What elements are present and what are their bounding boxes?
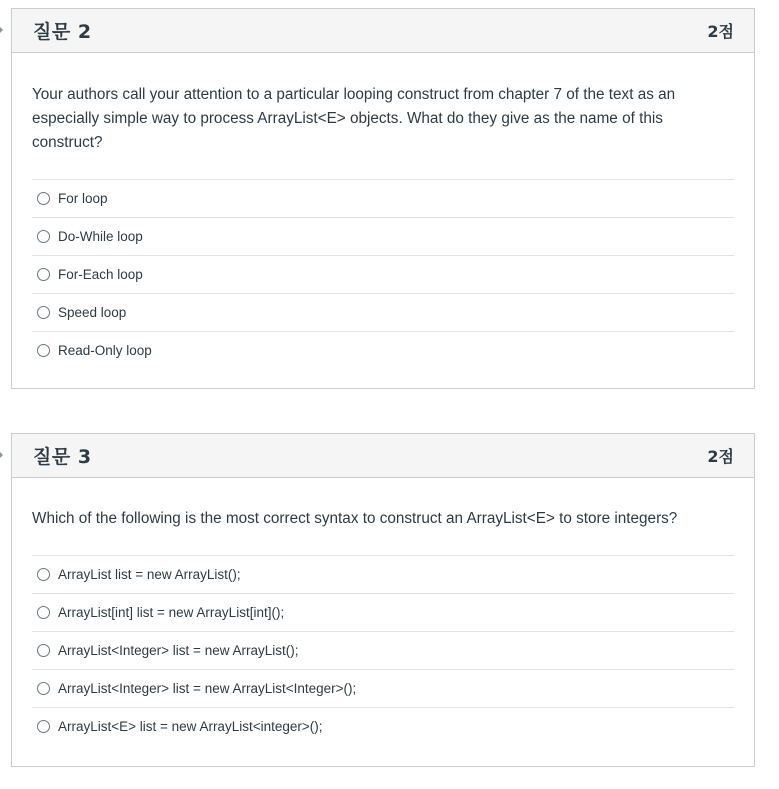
question-header: [12, 434, 754, 478]
question-body: [12, 478, 754, 745]
radio-button-icon[interactable]: [37, 192, 50, 205]
answer-option[interactable]: [32, 331, 734, 369]
answer-label[interactable]: ArrayList<E> list = new ArrayList<integer>();: [58, 719, 323, 734]
answer-list: [32, 179, 734, 369]
answer-label[interactable]: ArrayList[int] list = new ArrayList[int]();: [58, 605, 285, 620]
question-title: 질문 2: [33, 21, 92, 43]
answer-option[interactable]: [32, 593, 734, 631]
question-expand-arrow-icon: [0, 27, 3, 33]
answer-option[interactable]: [32, 669, 734, 707]
radio-button-icon[interactable]: [37, 344, 50, 357]
answer-option[interactable]: [32, 293, 734, 331]
answer-option[interactable]: [32, 707, 734, 745]
radio-button-icon[interactable]: [37, 720, 50, 733]
question-expand-arrow-icon: [0, 452, 3, 458]
radio-button-icon[interactable]: [37, 568, 50, 581]
question-points: 2점: [707, 22, 734, 41]
question-card: [11, 433, 755, 767]
radio-button-icon[interactable]: [37, 606, 50, 619]
answer-label[interactable]: ArrayList<Integer> list = new ArrayList();: [58, 643, 299, 658]
answer-option[interactable]: [32, 179, 734, 217]
answer-label[interactable]: For-Each loop: [58, 267, 143, 282]
question-card: [11, 8, 755, 389]
radio-button-icon[interactable]: [37, 306, 50, 319]
question-body: [12, 53, 754, 369]
answer-option[interactable]: [32, 217, 734, 255]
answer-label[interactable]: For loop: [58, 191, 108, 206]
radio-button-icon[interactable]: [37, 644, 50, 657]
answer-label[interactable]: Speed loop: [58, 305, 127, 320]
question-title: 질문 3: [33, 446, 92, 468]
answer-option[interactable]: [32, 255, 734, 293]
answer-option[interactable]: [32, 555, 734, 593]
question-text: Your authors call your attention to a particular looping construct from chapter 7 of the text as an especially simple way to process ArrayList<E> objects. What do they give as the name of this construct?: [32, 86, 676, 151]
question-points: 2점: [707, 447, 734, 466]
answer-label[interactable]: ArrayList<Integer> list = new ArrayList<Integer>();: [58, 681, 357, 696]
answer-label[interactable]: ArrayList list = new ArrayList();: [58, 567, 241, 582]
question-header: [12, 9, 754, 53]
question-text: Which of the following is the most correct syntax to construct an ArrayList<E> to store integers?: [32, 510, 678, 527]
radio-button-icon[interactable]: [37, 230, 50, 243]
answer-option[interactable]: [32, 631, 734, 669]
answer-label[interactable]: Do-While loop: [58, 229, 143, 244]
answer-label[interactable]: Read-Only loop: [58, 343, 152, 358]
answer-list: [32, 555, 734, 745]
radio-button-icon[interactable]: [37, 682, 50, 695]
radio-button-icon[interactable]: [37, 268, 50, 281]
